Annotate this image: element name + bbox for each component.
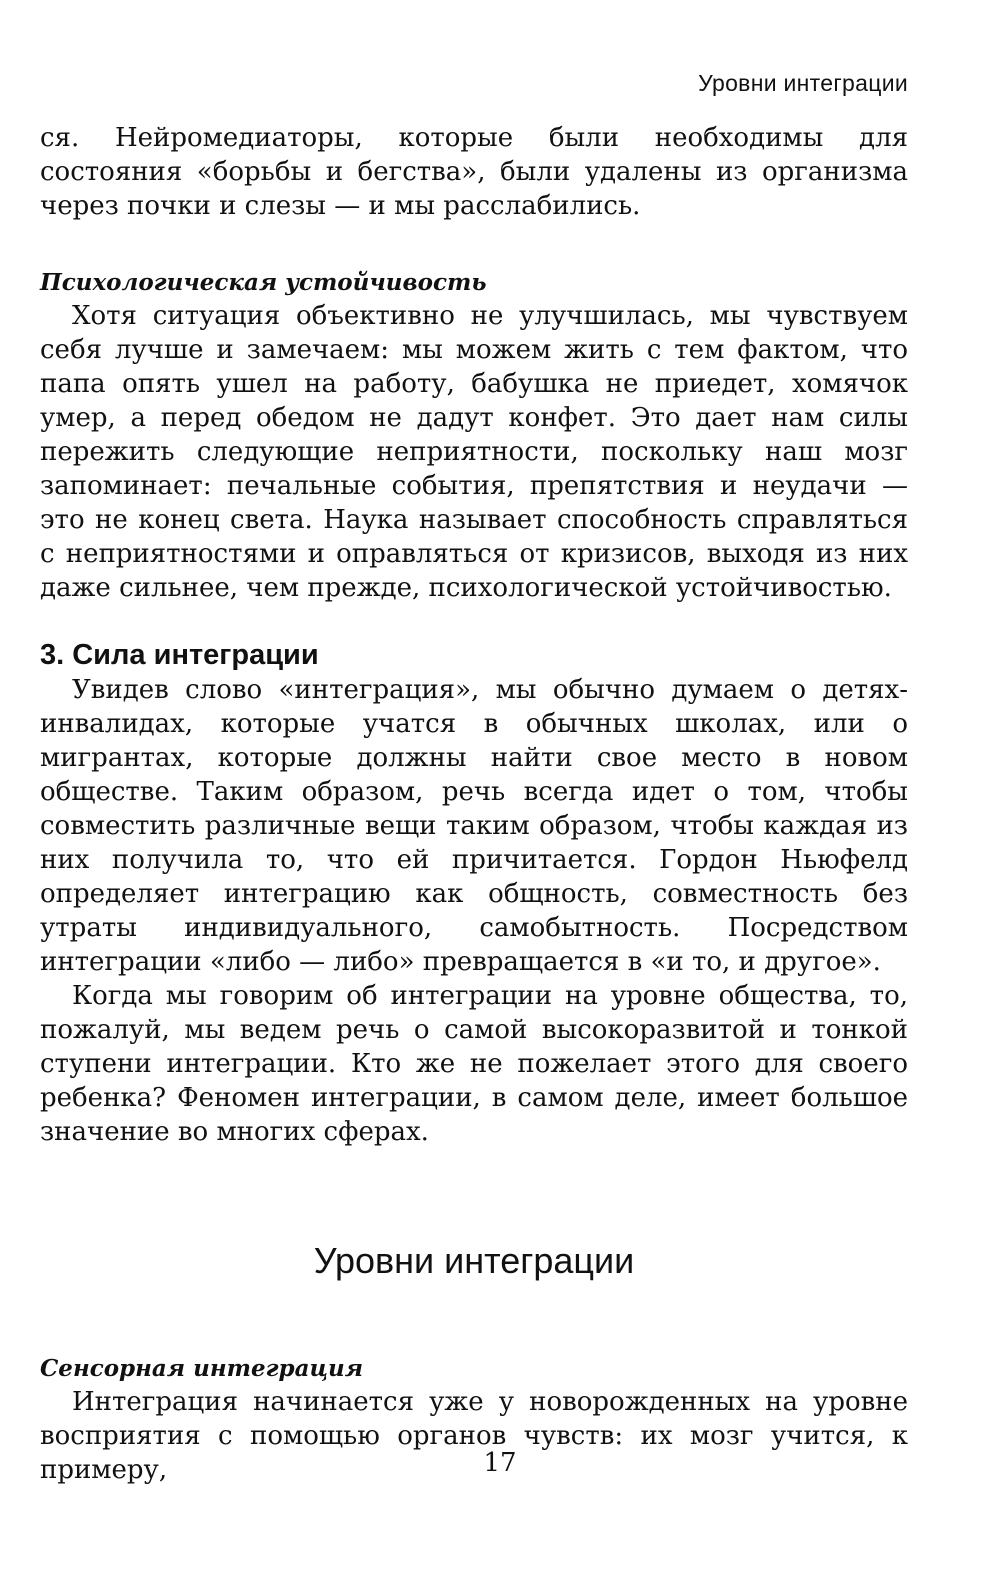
subheading-resilience: Психологическая устойчивость <box>40 269 487 296</box>
section-paragraph-2: Когда мы говорим об интеграции на уровне общества, то, пожалуй, мы ведем речь о самой высокоразвитой и тонкой ступени интеграции. Кто же не пожелает этого для своего ребенка? Феномен интеграции, в самом деле, имеет большое значение во многих сферах. <box>40 981 908 1147</box>
spacer <box>40 605 908 637</box>
spacer <box>40 1149 908 1239</box>
spacer <box>40 223 908 267</box>
page-number: 17 <box>483 1448 517 1478</box>
running-header: Уровни интеграции <box>698 70 908 96</box>
chapter-heading: Уровни интеграции <box>313 1240 635 1281</box>
resilience-paragraph: Хотя ситуация объективно не улучшилась, мы чувствуем себя лучше и замечаем: мы можем жить с тем фактом, что папа опять ушел на работу, бабушка не приедет, хомячок умер, а перед обедом не дадут конфет. Это дает нам силы пережить следующие неприятности, поскольку наш мозг запоминает: печальные события, препятствия и неудачи — это не конец света. Наука называет способность справляться с неприятностями и оправляться от кризисов, выходя из них даже сильнее, чем прежде, психологической устойчивостью. <box>40 301 908 603</box>
section-paragraph-1: Увидев слово «интеграция», мы обычно думаем о детях-инвалидах, которые учатся в обычных школах, или о мигрантах, которые должны найти свое место в новом обществе. Таким образом, речь всегда идет о том, чтобы совместить различные вещи таким образом, чтобы каждая из них получила то, что ей причитается. Гордон Ньюфелд определяет интеграцию как общность, совместность без утраты индивидуального, самобытность. Посредством интеграции «либо — либо» превращается в «и то, и другое». <box>40 675 908 977</box>
section-heading: 3. Сила интеграции <box>40 639 319 671</box>
spacer <box>40 1283 908 1353</box>
sensory-paragraph: Интеграция начинается уже у новорожденных на уровне восприятия с помощью органов чувств: их мозг учится, к примеру, <box>40 1387 908 1485</box>
book-page <box>40 70 908 1487</box>
subheading-sensory: Сенсорная интеграция <box>40 1355 363 1382</box>
continued-paragraph: ся. Нейромедиаторы, которые были необходимы для состояния «борьбы и бегства», были удалены из организма через почки и слезы — и мы расслабились. <box>40 123 908 221</box>
